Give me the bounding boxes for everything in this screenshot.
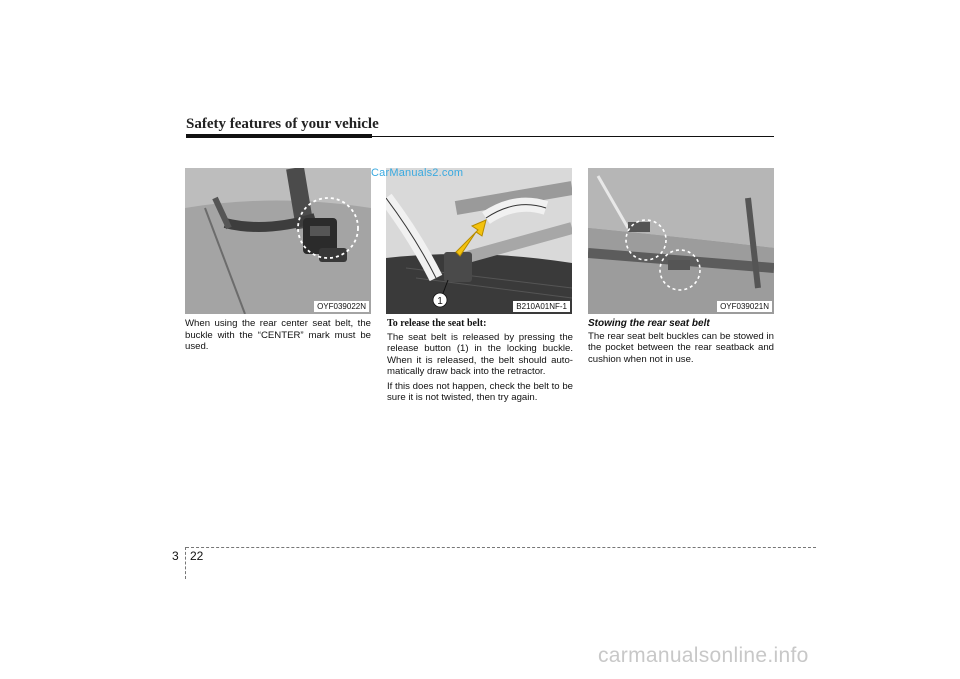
section-heading: To release the seat belt: — [387, 318, 487, 329]
figure-center-buckle — [185, 168, 371, 314]
footer-divider — [185, 547, 186, 579]
body-text: The seat belt is released by pressing the release button (1) in the locking buckle. When it is released, the belt should auto-matically draw back into the retractor. — [387, 331, 573, 377]
body-text: When using the rear center seat belt, the buckle with the “CENTER” mark must be used. — [185, 318, 371, 352]
figure-stowing-belt — [588, 168, 774, 314]
watermark-top[interactable]: CarManuals2.com — [371, 167, 464, 179]
figure-release-button — [386, 168, 572, 314]
column-middle — [387, 318, 573, 407]
header-rule-thin — [372, 136, 774, 137]
callout-number: 1 — [437, 296, 443, 307]
body-text: If this does not happen, check the belt to be sure it is not twisted, then try again. — [387, 380, 573, 403]
figure-code: B210A01NF-1 — [513, 301, 570, 312]
page-number: 22 — [190, 549, 204, 563]
column-right — [588, 318, 774, 368]
watermark-bottom[interactable]: carmanualsonline.info — [598, 644, 809, 667]
figure-code: OYF039021N — [717, 301, 772, 312]
section-number: 3 — [172, 549, 179, 563]
header-rule-thick — [186, 134, 372, 138]
page-header-title: Safety features of your vehicle — [186, 116, 379, 132]
section-heading: Stowing the rear seat belt — [588, 318, 710, 329]
column-left — [185, 318, 371, 356]
figure-code: OYF039022N — [314, 301, 369, 312]
footer-rule — [186, 547, 816, 548]
body-text: The rear seat belt buckles can be stowed in the pocket between the rear seatback and cushion when not in use. — [588, 330, 774, 365]
